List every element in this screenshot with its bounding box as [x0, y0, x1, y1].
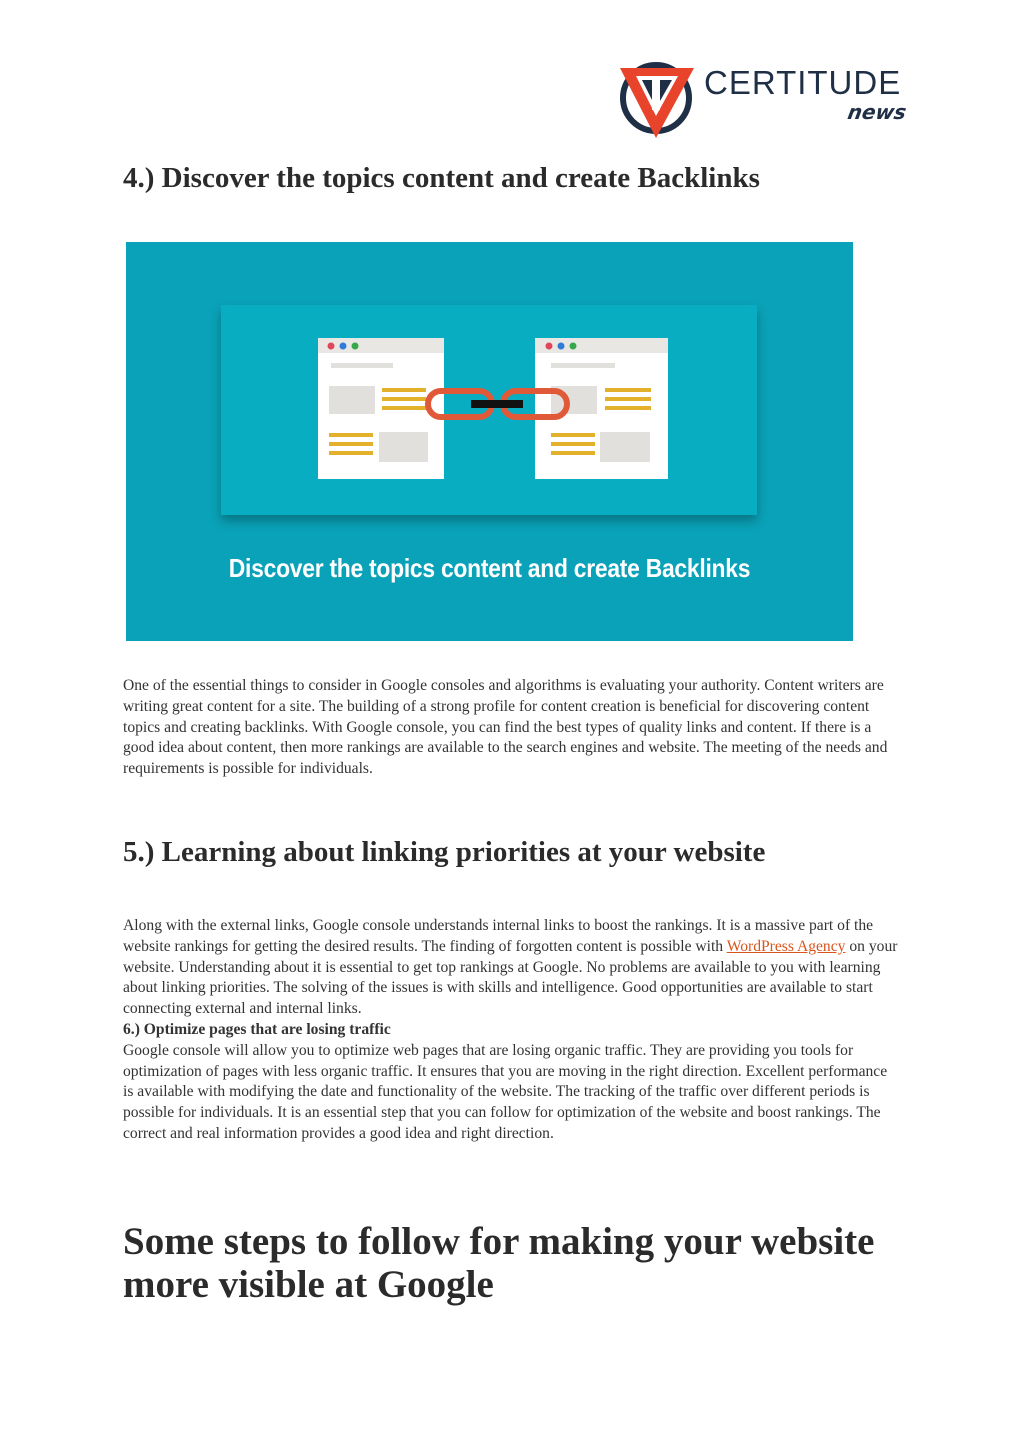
illustration-caption: Discover the topics content and create Backlinks [228, 553, 751, 583]
section-5-6-body [123, 916, 901, 1145]
logo-wordmark: CERTITUDE [704, 64, 902, 101]
certitude-logo [616, 58, 909, 140]
section-5-heading: 5.) Learning about linking priorities at your website [123, 836, 766, 868]
logo-subtitle: news [845, 100, 909, 124]
illustration-panel [221, 305, 757, 515]
section-4-paragraph: One of the essential things to consider in Google consoles and algorithms is evaluating your authority. Content writers are writing great content for a site. The building of a strong profile for content creation is beneficial for discovering content topics and creating backlinks. With Google console, you can find the best types of quality links and content. If there is a good idea about content, then more rankings are available to the search engines and website. The meeting of the needs and requirements is possible for individuals. [123, 677, 888, 778]
wordpress-agency-link[interactable]: WordPress Agency [726, 937, 846, 955]
section-5-paragraph-end: on your website. Understanding about it is essential to get top rankings at Google. No problems are available to you with learning about linking priorities. The solving of the issues is with skills and intelligence. Good opportunities are available to start connecting external and internal links. [123, 937, 898, 1018]
main-heading: Some steps to follow for making your website more visible at Google [123, 1220, 875, 1306]
linked-pages-graphic [221, 305, 757, 515]
section-4-heading: 4.) Discover the topics content and create Backlinks [123, 162, 760, 194]
left-browser-window-icon [318, 338, 444, 479]
section-6-heading: 6.) Optimize pages that are losing traffic [123, 1020, 391, 1038]
section-6-paragraph: Google console will allow you to optimize web pages that are losing organic traffic. They are providing you tools for optimization of pages with less organic traffic. It ensures that you are moving in the right direction. Excellent performance is available with modifying the date and functionality of the website. The tracking of the traffic over different periods is possible for individuals. It is an essential step that you can follow for optimization of the website and boost rankings. The correct and real information provides a good idea and right direction. [123, 1041, 888, 1142]
section-5-paragraph-start: Along with the external links, Google console understands internal links to boost the rankings. It is a massive part of the website rankings for getting the desired results. The finding of forgotten content is possible with [123, 917, 874, 955]
certitude-emblem-icon [616, 58, 696, 140]
backlinks-illustration [126, 242, 853, 641]
right-browser-window-icon [535, 338, 668, 479]
